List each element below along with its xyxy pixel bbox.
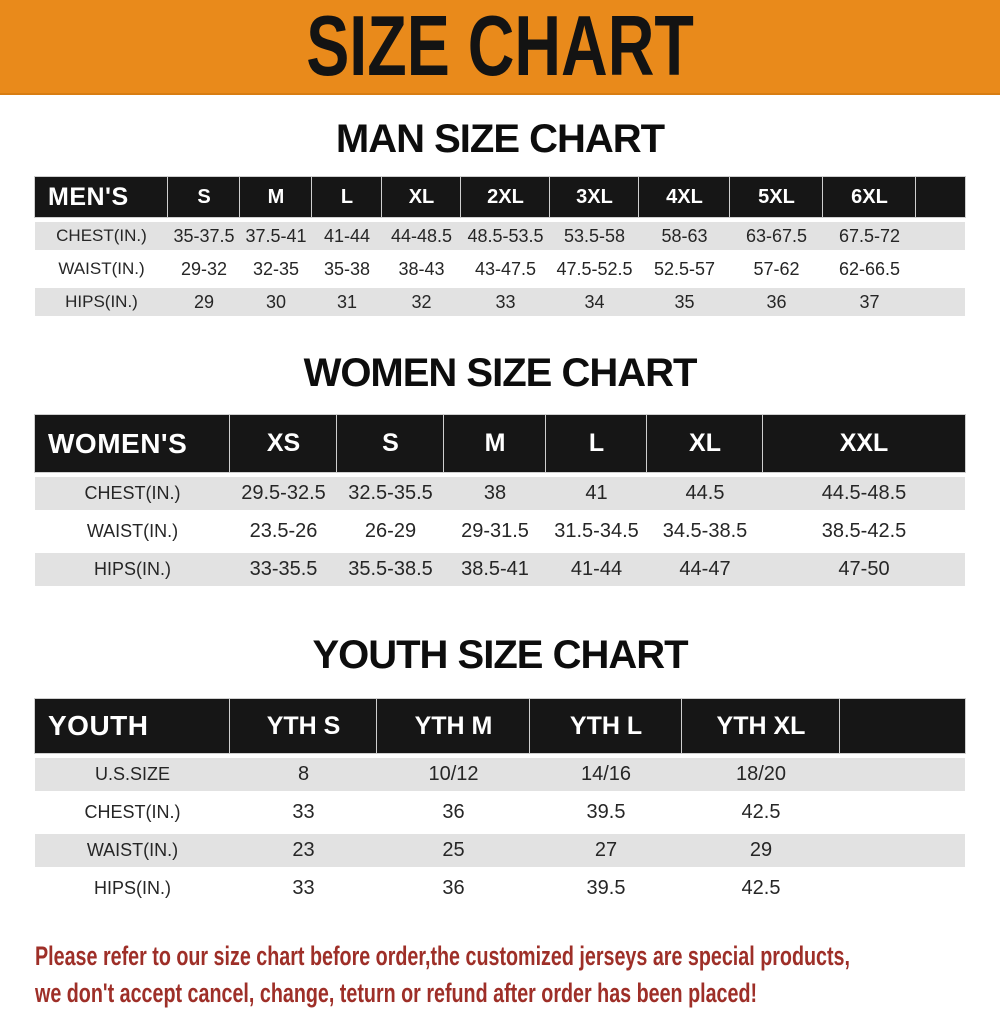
measurement-value: 42.5 <box>741 877 781 899</box>
measurement-value: 23 <box>230 834 377 867</box>
man-section-heading: MAN SIZE CHART <box>335 117 665 161</box>
measurement-value: 32.5-35.5 <box>337 477 444 510</box>
measurement-value <box>916 255 965 283</box>
size-chart-banner <box>0 0 1000 95</box>
size-column-header: XS <box>230 415 337 472</box>
measurement-value: 63-67.5 <box>730 222 823 250</box>
size-column-header: L <box>546 415 647 472</box>
measurement-row <box>35 477 965 510</box>
measurement-value: 29-32 <box>180 258 228 279</box>
measurement-value: 31.5-34.5 <box>554 520 639 542</box>
measurement-value <box>840 872 965 905</box>
measurement-value: 35.5-38.5 <box>337 553 444 586</box>
measurement-label: U.S.SIZE <box>35 758 230 791</box>
measurement-label: CHEST(IN.) <box>35 477 230 510</box>
measurement-value: 29-31.5 <box>461 520 529 542</box>
banner-title: SIZE CHART <box>306 0 694 95</box>
measurement-value: 44-48.5 <box>382 222 461 250</box>
measurement-label: HIPS(IN.) <box>35 288 168 316</box>
size-column-header: XL <box>647 415 763 472</box>
measurement-value: 41-44 <box>546 553 647 586</box>
measurement-value: 33 <box>461 288 550 316</box>
women-section-heading: WOMEN SIZE CHART <box>303 351 697 395</box>
measurement-value: 39.5 <box>586 801 626 823</box>
measurement-row <box>35 553 965 586</box>
measurement-value: 33 <box>292 877 315 899</box>
measurement-value: 53.5-58 <box>550 222 639 250</box>
size-column-header: 4XL <box>639 177 730 217</box>
disclaimer-line-2: we don't accept cancel, change, teturn or refund after order has been placed! <box>35 978 758 1008</box>
measurement-value: 10/12 <box>377 758 530 791</box>
measurement-value: 44.5 <box>647 477 763 510</box>
size-column-header: YTH XL <box>682 699 840 753</box>
measurement-value: 47.5-52.5 <box>556 258 633 279</box>
youth-section-heading: YOUTH SIZE CHART <box>312 633 688 677</box>
measurement-value <box>840 796 965 829</box>
order-disclaimer <box>35 938 1000 1012</box>
measurement-value: 36 <box>730 288 823 316</box>
size-column-header: 2XL <box>461 177 550 217</box>
measurement-label: HIPS(IN.) <box>93 878 171 898</box>
measurement-row <box>35 288 965 316</box>
size-column-header: S <box>168 177 240 217</box>
measurement-value: 8 <box>230 758 377 791</box>
measurement-value: 44.5-48.5 <box>763 477 965 510</box>
measurement-value: 14/16 <box>530 758 682 791</box>
measurement-value: 57-62 <box>753 258 800 279</box>
measurement-value: 35 <box>639 288 730 316</box>
measurement-label: WAIST(IN.) <box>58 259 145 278</box>
measurement-value <box>840 758 965 791</box>
size-column-header: 5XL <box>730 177 823 217</box>
size-header-row <box>35 415 965 472</box>
measurement-label: CHEST(IN.) <box>84 802 181 822</box>
measurement-label: WAIST(IN.) <box>86 521 179 541</box>
measurement-row <box>35 515 965 548</box>
measurement-row <box>35 758 965 791</box>
size-column-header: YTH M <box>377 699 530 753</box>
measurement-value: 37 <box>823 288 916 316</box>
measurement-value: 23.5-26 <box>249 520 318 542</box>
measurement-value: 41 <box>546 477 647 510</box>
measurement-value: 27 <box>530 834 682 867</box>
measurement-value: 35-37.5 <box>168 222 240 250</box>
measurement-value: 38.5-41 <box>444 553 546 586</box>
measurement-value: 38 <box>444 477 546 510</box>
size-column-header: M <box>240 177 312 217</box>
measurement-value: 33 <box>292 801 315 823</box>
measurement-value: 32 <box>382 288 461 316</box>
measurement-row <box>35 796 965 829</box>
measurement-value: 30 <box>240 288 312 316</box>
measurement-value: 29.5-32.5 <box>230 477 337 510</box>
youth-size-table <box>35 694 965 910</box>
table-title-cell: WOMEN'S <box>35 415 230 472</box>
measurement-value: 67.5-72 <box>823 222 916 250</box>
size-header-row <box>35 699 965 753</box>
measurement-value: 43-47.5 <box>474 258 537 279</box>
measurement-value: 37.5-41 <box>240 222 312 250</box>
measurement-row <box>35 222 965 250</box>
measurement-value: 25 <box>377 834 530 867</box>
measurement-label: HIPS(IN.) <box>35 553 230 586</box>
measurement-label: WAIST(IN.) <box>35 834 230 867</box>
size-header-row <box>35 177 965 217</box>
measurement-value: 29 <box>168 288 240 316</box>
size-column-header: 6XL <box>823 177 916 217</box>
size-column-header: 3XL <box>550 177 639 217</box>
measurement-value: 35-38 <box>323 258 371 279</box>
measurement-value: 36 <box>442 801 465 823</box>
measurement-value <box>916 288 965 316</box>
measurement-value <box>840 834 965 867</box>
men-size-table <box>35 172 965 321</box>
size-column-header <box>916 177 965 217</box>
measurement-value: 26-29 <box>364 520 417 542</box>
measurement-value <box>916 222 965 250</box>
measurement-value: 29 <box>682 834 840 867</box>
measurement-value: 31 <box>312 288 382 316</box>
measurement-row <box>35 872 965 905</box>
measurement-value: 42.5 <box>741 801 781 823</box>
size-column-header <box>840 699 965 753</box>
measurement-value: 34 <box>550 288 639 316</box>
measurement-value: 36 <box>442 877 465 899</box>
measurement-value: 38.5-42.5 <box>821 520 907 542</box>
table-title-cell: MEN'S <box>35 177 168 217</box>
measurement-value: 38-43 <box>398 258 445 279</box>
measurement-value: 44-47 <box>647 553 763 586</box>
measurement-value: 33-35.5 <box>230 553 337 586</box>
size-column-header: L <box>312 177 382 217</box>
women-size-table <box>35 410 965 591</box>
measurement-value: 18/20 <box>682 758 840 791</box>
size-column-header: YTH S <box>230 699 377 753</box>
measurement-label: CHEST(IN.) <box>35 222 168 250</box>
measurement-value: 32-35 <box>252 258 300 279</box>
measurement-row <box>35 255 965 283</box>
size-column-header: XXL <box>763 415 965 472</box>
disclaimer-line-1: Please refer to our size chart before order,the customized jerseys are special products, <box>35 941 850 971</box>
measurement-value: 41-44 <box>312 222 382 250</box>
measurement-value: 52.5-57 <box>653 258 716 279</box>
measurement-value: 48.5-53.5 <box>461 222 550 250</box>
size-column-header: M <box>444 415 546 472</box>
measurement-value: 47-50 <box>763 553 965 586</box>
size-column-header: S <box>337 415 444 472</box>
size-column-header: XL <box>382 177 461 217</box>
size-column-header: YTH L <box>530 699 682 753</box>
table-title-cell: YOUTH <box>35 699 230 753</box>
measurement-value: 39.5 <box>586 877 626 899</box>
measurement-value: 58-63 <box>639 222 730 250</box>
measurement-value: 62-66.5 <box>838 258 901 279</box>
measurement-value: 34.5-38.5 <box>662 520 748 542</box>
measurement-row <box>35 834 965 867</box>
